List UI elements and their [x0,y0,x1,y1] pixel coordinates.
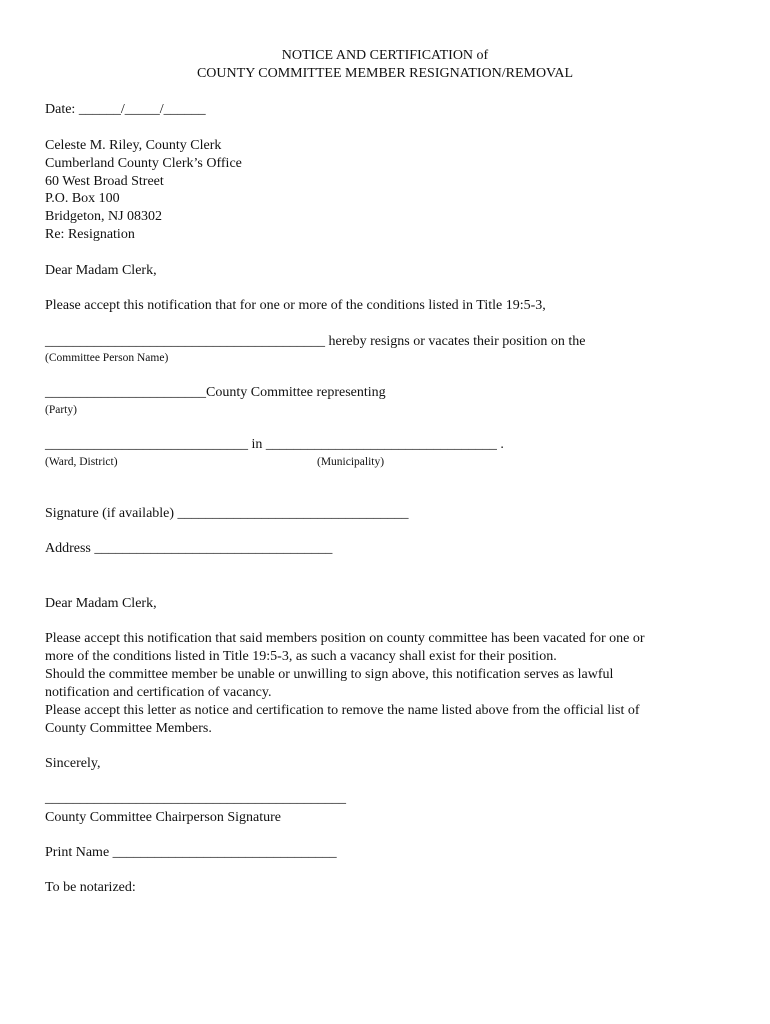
date-line: Date: ______/_____/______ [45,102,206,117]
ward-district-caption: (Ward, District) [45,456,118,468]
body-line-3: Should the committee member be unable or unwilling to sign above, this notification serves as lawful [45,667,614,682]
body-line-5: Please accept this letter as notice and certification to remove the name listed above from the official list of [45,703,640,718]
salutation-2: Dear Madam Clerk, [45,596,157,611]
chair-signature-label: County Committee Chairperson Signature [45,810,282,825]
notarized-label: To be notarized: [45,880,136,895]
salutation-1: Dear Madam Clerk, [45,263,157,278]
address-line-3: 60 West Broad Street [45,174,164,189]
body-line-1: Please accept this notification that said members position on county committee has been vacated for one or [45,631,645,646]
body-line-2: more of the conditions listed in Title 19:5-3, as such a vacancy shall exist for their position. [45,649,557,664]
address-field-line: Address __________________________________ [45,541,333,556]
address-line-6: Re: Resignation [45,227,135,242]
body-line-4: notification and certification of vacancy. [45,685,272,700]
body-paragraph [45,630,705,738]
party-caption: (Party) [45,404,77,416]
body-line-6: County Committee Members. [45,721,212,736]
title-line-1: NOTICE AND CERTIFICATION of [281,48,489,63]
address-line-4: P.O. Box 100 [45,191,120,206]
committee-person-name-line: ________________________________________ hereby resigns or vacates their position on the [45,334,586,349]
municipality-caption: (Municipality) [317,456,385,468]
title-line-2: COUNTY COMMITTEE MEMBER RESIGNATION/REMOVAL [196,66,574,81]
address-line-2: Cumberland County Clerk’s Office [45,156,242,171]
closing: Sincerely, [45,756,101,771]
intro-text: Please accept this notification that for one or more of the conditions listed in Title 19:5-3, [45,298,546,313]
print-name-line: Print Name ________________________________ [45,845,337,860]
chair-signature-rule: ___________________________________________ [45,791,346,806]
address-line-1: Celeste M. Riley, County Clerk [45,138,222,153]
signature-line: Signature (if available) _________________________________ [45,506,409,521]
ward-municipality-line: _____________________________ in _________________________________ . [45,437,504,452]
committee-person-name-caption: (Committee Person Name) [45,352,169,364]
party-line: _______________________County Committee representing [45,385,386,400]
address-line-5: Bridgeton, NJ 08302 [45,209,163,224]
